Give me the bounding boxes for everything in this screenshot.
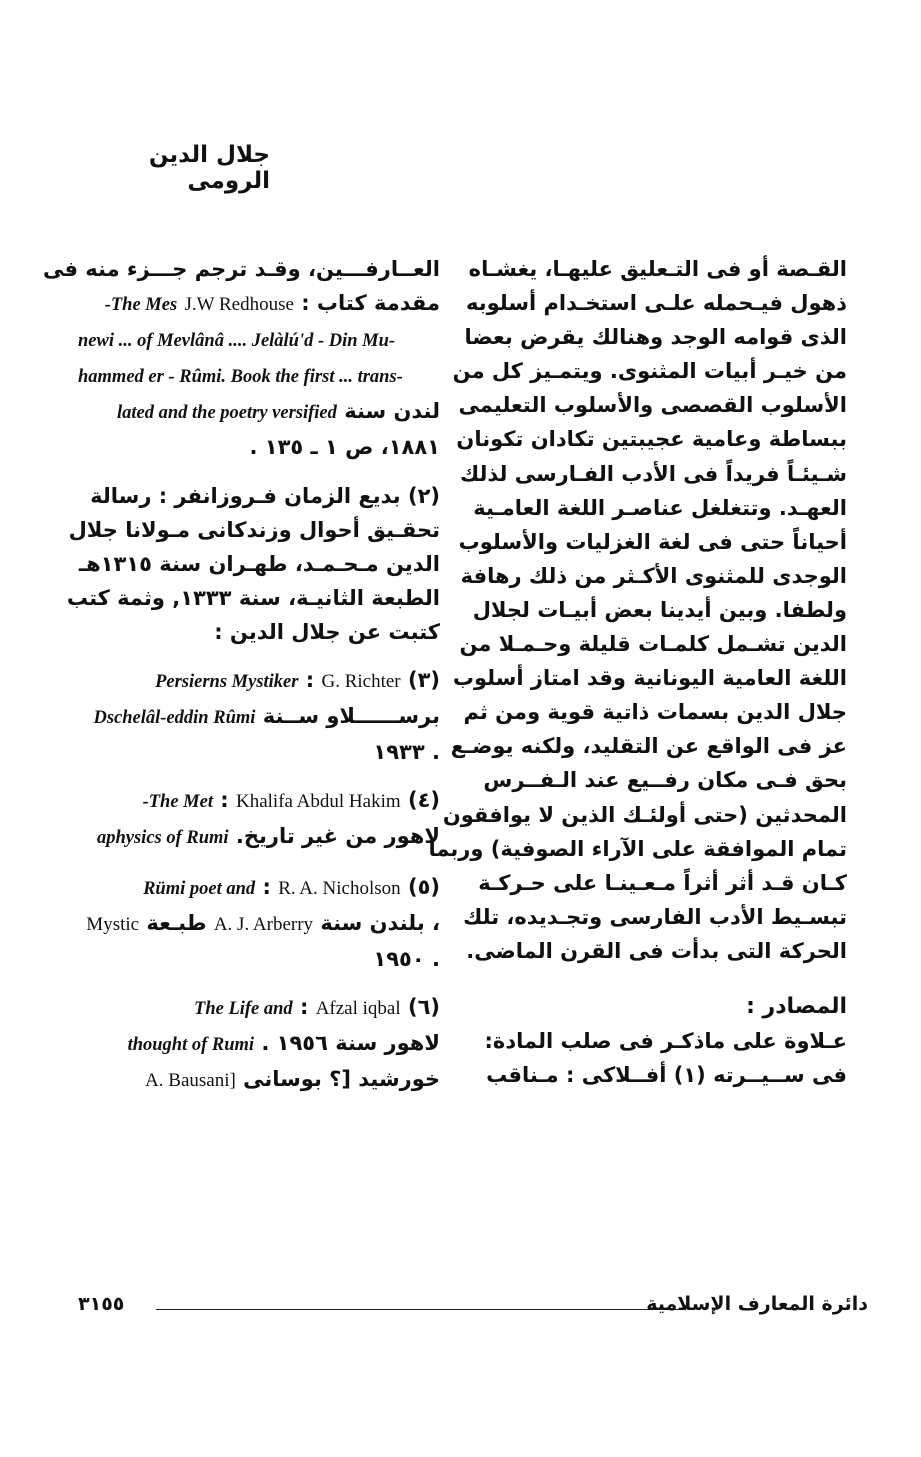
arabic-text: ، بلندن سنة	[320, 910, 440, 935]
text-line	[78, 699, 440, 735]
page-footer	[78, 1293, 868, 1323]
text-line: (٦) Afzal iqbal : The Life and	[194, 994, 440, 1019]
text-line	[78, 358, 440, 394]
text-line: أحياناً حتى فى لغة الغزليات والأسلوب	[458, 529, 847, 554]
latin-italic-text: aphysics of Rumi	[96, 828, 229, 849]
arabic-text: خورشيد [؟ بوسانى	[243, 1066, 440, 1091]
latin-italic-text: newi ... of Mevlânâ .... Jelàlú'd - Din Mu-	[78, 331, 396, 352]
text-line	[78, 322, 440, 358]
text-line: فى ســيــرته (١) أفــلاكى : مـناقب	[486, 1063, 847, 1088]
latin-italic-text: Dschelâl-eddin Rûmi	[93, 708, 256, 729]
right-column	[428, 252, 847, 1092]
latin-text: A. J. Arberry	[213, 913, 314, 935]
text-line: الدين تشـمل كلمـات قليلة وحـمـلا من	[459, 632, 847, 657]
arabic-text: طبـعة	[146, 910, 207, 935]
text-line: (٢) بديع الزمان فـروزانفر : رسالة	[90, 483, 440, 508]
latin-text: Afzal iqbal	[315, 997, 401, 1019]
latin-italic-text: The Mes-	[104, 295, 178, 316]
text-line	[78, 1026, 440, 1062]
text-line: العهـد. وتتغلغل عناصـر اللغة العامـية	[473, 495, 847, 520]
text-line: . ١٩٥٠	[373, 946, 440, 971]
arabic-text: لاهور من غير تاريخ.	[235, 824, 440, 849]
text-line: الحركة التى بدأت فى القرن الماضى.	[466, 938, 847, 963]
latin-italic-text: thought of Rumi	[127, 1034, 255, 1055]
text-line: الطبعة الثانيـة، سنة ١٣٣٣, وثمة كتب	[66, 585, 440, 610]
latin-text: G. Richter	[321, 671, 401, 693]
latin-italic-text: Persierns Mystiker	[155, 672, 299, 693]
arabic-text: مقدمة كتاب :	[301, 291, 440, 316]
text-line: جلال الدين بسمات ذاتية قوية ومن ثم	[463, 700, 847, 725]
left-column	[43, 252, 440, 1098]
text-line	[78, 819, 440, 855]
text-line	[78, 286, 440, 322]
text-line: الأسلوب القصصى والأسلوب التعليمى	[458, 393, 847, 418]
page-number: ٣١٥٥	[78, 1293, 125, 1315]
arabic-text: لاهور سنة ١٩٥٦ .	[261, 1030, 440, 1055]
text-line: تمام الموافقة على الآراء الصوفية) وربما	[428, 836, 847, 861]
text-line: ذهول فيـحمله علـى استخـدام أسلوبه	[466, 291, 847, 316]
text-line: ببساطة وعامية عجيبتين تكادان تكونان	[456, 427, 847, 452]
arabic-text: لندن سنة	[344, 399, 440, 424]
text-line: . ١٩٣٣	[373, 740, 440, 765]
latin-text: J.W Redhouse	[184, 294, 294, 316]
text-line: الذى قوامه الوجد وهنالك يقرض بعضا	[464, 325, 847, 350]
latin-italic-text: The Life and	[194, 998, 293, 1019]
text-line: كـان قـد أثر أثراً مـعـينـا على حـركـة	[478, 870, 847, 895]
text-line: (٥) R. A. Nicholson : Rümi poet and	[143, 874, 440, 899]
latin-text: Mystic	[86, 913, 140, 935]
text-line: ١٨٨١، ص ١ ـ ١٣٥ .	[249, 435, 440, 460]
footnote-number: (٣)	[407, 668, 440, 693]
latin-italic-text: The Met-	[142, 792, 213, 813]
latin-text: R. A. Nicholson	[278, 877, 401, 899]
text-line: عز فى الواقع عن التقليد، ولكنه يوضـع	[450, 734, 847, 759]
latin-text: Khalifa Abdul Hakim	[236, 791, 401, 813]
footnote-number: (٤)	[407, 788, 440, 813]
text-line: العــارفـــين، وقـد ترجم جـــزء منه فى	[43, 257, 440, 281]
footer-divider	[156, 1309, 686, 1310]
text-line: من خيـر أبيات المثنوى. ويتمـيز كل من	[452, 359, 847, 384]
text-line: بحق فـى مكان رفــيع عند الـفــرس	[483, 768, 847, 793]
text-line: كتبت عن جلال الدين :	[214, 619, 440, 644]
journal-name: دائرة المعارف الإسلامية	[646, 1293, 868, 1315]
text-line: تحقـيق أحوال وزندكانى مـولانا جلال	[68, 517, 440, 542]
page-header-title: جلال الدين الرومى	[148, 142, 270, 194]
text-line: (٤) Khalifa Abdul Hakim : The Met-	[142, 788, 440, 813]
latin-text: [A. Bausani	[145, 1069, 236, 1091]
arabic-text: برســــــلاو ســنة	[262, 704, 440, 729]
latin-italic-text: lated and the poetry versified	[116, 403, 337, 424]
text-line: اللغة العامية اليونانية وقد امتاز أسلوب	[452, 666, 847, 691]
text-line: تبسـيط الأدب الفارسى وتجـديده، تلك	[463, 904, 847, 929]
text-line: ولطفا. وبين أيدينا بعض أبيـات لجلال	[472, 597, 847, 622]
sources-heading: المصادر :	[746, 993, 847, 1019]
text-line: الدين مـحـمـد، طهـران سنة ١٣١٥هـ	[78, 551, 440, 576]
footnote-number: (٦)	[407, 994, 440, 1019]
text-line	[78, 1062, 440, 1098]
text-line	[78, 394, 440, 430]
footnote-number: (٥)	[407, 874, 440, 899]
text-line: (٣) G. Richter : Persierns Mystiker	[155, 668, 440, 693]
text-line: القـصة أو فى التـعليق عليهـا، يغشـاه	[468, 257, 847, 281]
text-line: عـلاوة على ماذكـر فى صلب المادة:	[484, 1029, 847, 1054]
text-line	[78, 906, 440, 942]
text-line: الوجدى للمثنوى الأكـثر من ذلك رهافة	[460, 563, 847, 588]
text-line: المحدثين (حتى أولئـك الذين لا يوافقون	[442, 802, 847, 827]
latin-italic-text: Rümi poet and	[143, 878, 256, 899]
text-line: شـيئـاً فريداً فى الأدب الفـارسى لذلك	[459, 461, 847, 486]
latin-italic-text: hammed er - Rûmi. Book the first ... trans-	[78, 367, 403, 388]
